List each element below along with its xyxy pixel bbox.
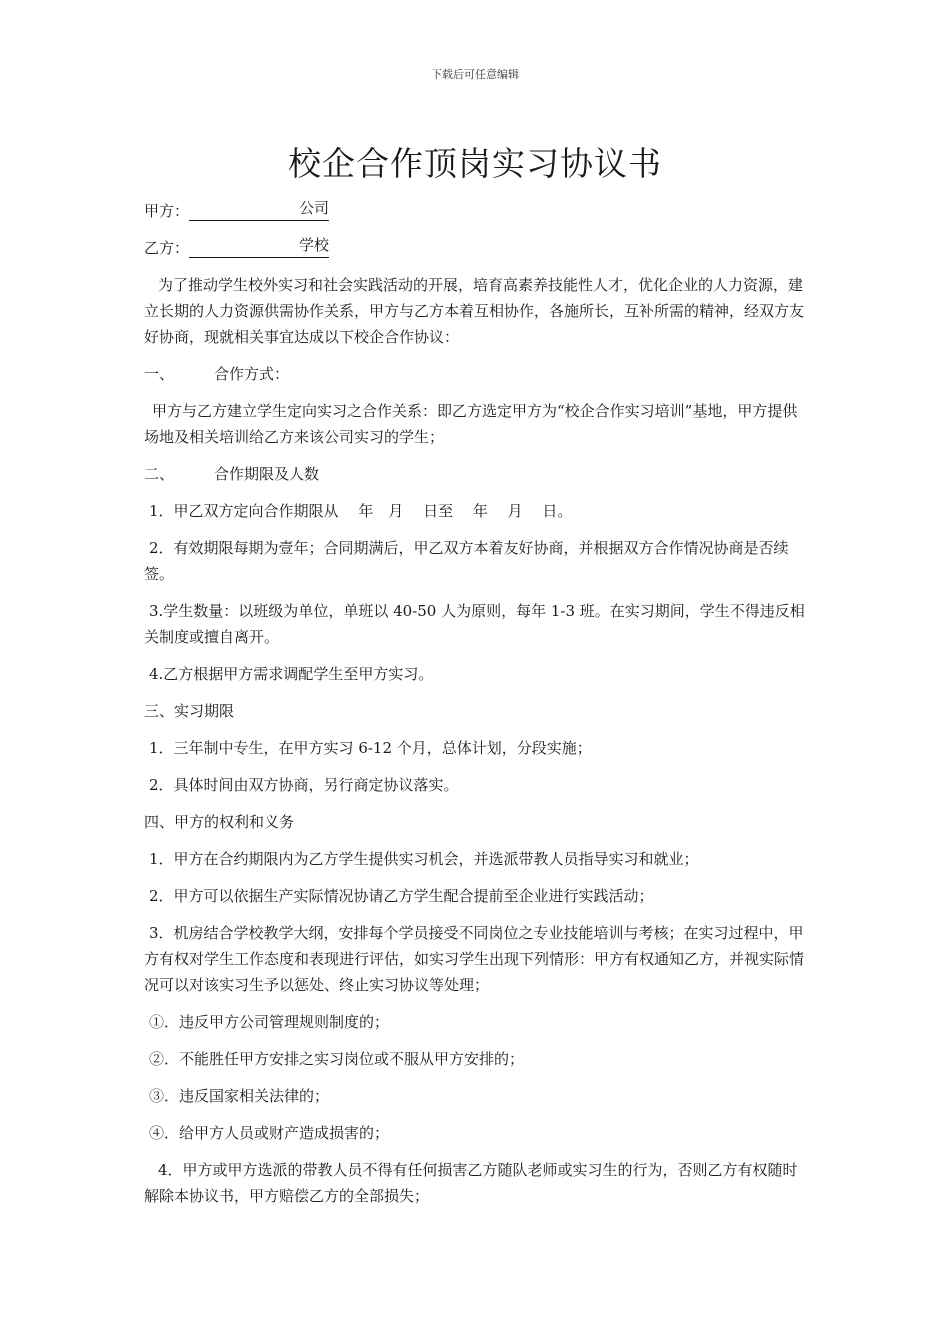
section-4-item-3: 3．机房结合学校教学大纲，安排每个学员接受不同岗位之专业技能培训与考核；在实习过程中，甲方有权对学生工作态度和表现进行评估，如实习学生出现下列情形：甲方有权通知乙方，并视实际情况可以对该实习生予以惩处、终止实习协议等处理； (144, 924, 805, 994)
header-note: 下载后可任意编辑 (431, 68, 519, 81)
party-a-value: 公司 (189, 198, 329, 221)
party-a-line (144, 198, 810, 224)
section-2-item-3: 3.学生数量：以班级为单位，单班以 40-50 人为原则，每年 1-3 班。在实习期间，学生不得违反相关制度或擅自离开。 (144, 602, 805, 646)
section-4-item-1: 1．甲方在合约期限内为乙方学生提供实习机会，并选派带教人员指导实习和就业； (149, 850, 699, 868)
section-4-title: 四、甲方的权利和义务 (144, 813, 295, 831)
section-3-title: 三、实习期限 (144, 702, 235, 720)
section-1-title: 合作方式： (214, 365, 290, 383)
section-4-sub-1: ①．违反甲方公司管理规则制度的； (149, 1013, 390, 1031)
party-b-line (144, 235, 810, 261)
section-4-item-4: 4．甲方或甲方选派的带教人员不得有任何损害乙方随队老师或实习生的行为，否则乙方有权随时解除本协议书，甲方赔偿乙方的全部损失； (144, 1161, 798, 1205)
section-3-item-1: 1．三年制中专生，在甲方实习 6-12 个月，总体计划，分段实施； (149, 739, 592, 757)
section-1-text: 甲方与乙方建立学生定向实习之合作关系：即乙方选定甲方为“校企合作实习培训”基地，甲方提供场地及相关培训给乙方来该公司实习的学生； (144, 402, 798, 446)
party-b-label: 乙方： (144, 239, 190, 257)
section-1-number: 一、 (144, 365, 175, 383)
section-2-heading (144, 461, 810, 487)
section-4-sub-4: ④．给甲方人员或财产造成损害的； (149, 1124, 390, 1142)
intro-paragraph: 为了推动学生校外实习和社会实践活动的开展，培育高素养技能性人才，优化企业的人力资源，建立长期的人力资源供需协作关系，甲方与乙方本着互相协作，各施所长，互补所需的精神，经双方友好协商，现就相关事宜达成以下校企合作协议： (144, 276, 805, 346)
section-4-sub-3: ③．违反国家相关法律的； (149, 1087, 330, 1105)
party-a-label: 甲方： (144, 202, 190, 220)
section-2-item-1: 1．甲乙双方定向合作期限从 年 月 日至 年 月 日。 (149, 502, 573, 520)
section-2-item-2: 2．有效期限每期为壹年；合同期满后，甲乙双方本着友好协商，并根据双方合作情况协商是否续签。 (144, 539, 789, 583)
section-3-item-2: 2．具体时间由双方协商，另行商定协议落实。 (149, 776, 459, 794)
section-2-item-4: 4.乙方根据甲方需求调配学生至甲方实习。 (149, 665, 434, 683)
section-2-number: 二、 (144, 465, 175, 483)
section-4-sub-2: ②．不能胜任甲方安排之实习岗位或不服从甲方安排的； (149, 1050, 525, 1068)
section-2-title: 合作期限及人数 (214, 465, 320, 483)
section-4-item-2: 2．甲方可以依据生产实际情况协请乙方学生配合提前至企业进行实践活动； (149, 887, 654, 905)
document-body (144, 198, 810, 1220)
party-b-value: 学校 (189, 235, 329, 258)
document-title: 校企合作顶岗实习协议书 (288, 144, 662, 183)
section-1-heading (144, 361, 810, 387)
